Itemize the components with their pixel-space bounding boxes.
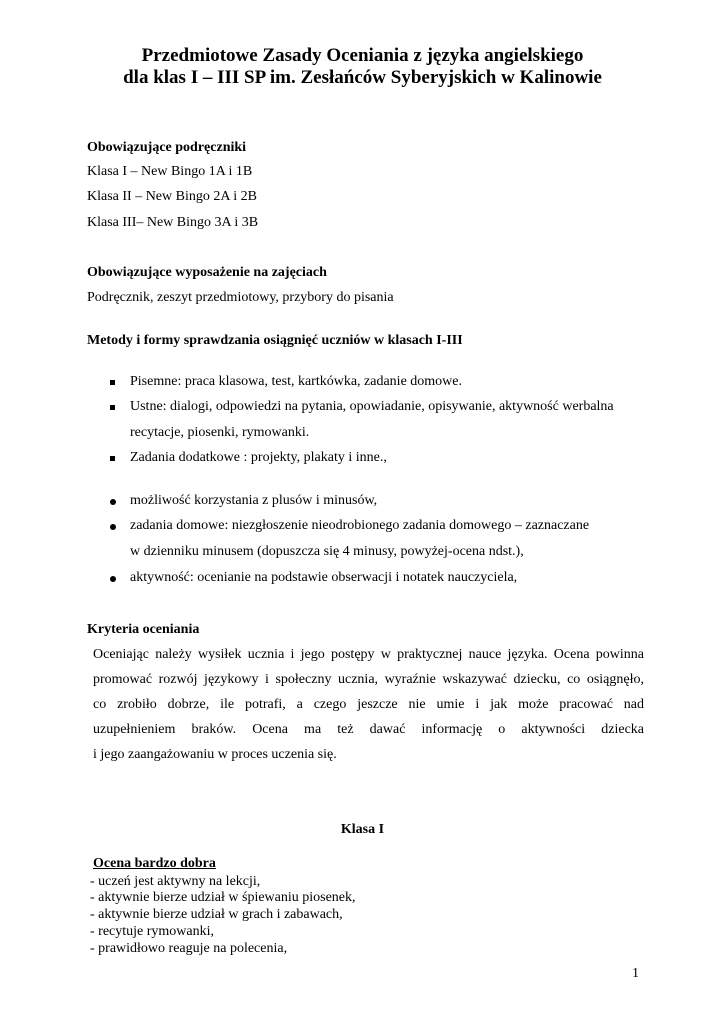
round-bullet-icon (110, 499, 116, 505)
method-item: Zadania dodatkowe : projekty, plakaty i inne., (130, 450, 387, 465)
criteria-line: co zrobiło dobrze, ile potrafi, a czego jeszcze nie umie i jak może pracować nad (93, 697, 644, 712)
textbooks-heading: Obowiązujące podręczniki (87, 140, 247, 155)
page-number: 1 (632, 966, 639, 981)
class-heading: Klasa I (340, 822, 385, 837)
criteria-line: uzupełnieniem braków. Ocena ma też dawać informację o aktywności dziecka (93, 722, 644, 737)
rule-item-continued: w dzienniku minusem (dopuszcza się 4 minusy, powyżej-ocena ndst.), (130, 544, 524, 559)
textbook-item: Klasa II – New Bingo 2A i 2B (87, 189, 257, 204)
round-bullet-icon (110, 524, 116, 530)
textbook-item: Klasa III– New Bingo 3A i 3B (87, 215, 259, 230)
rule-item: aktywność: ocenianie na podstawie obserwacji i notatek nauczyciela, (130, 570, 518, 585)
textbook-item: Klasa I – New Bingo 1A i 1B (87, 164, 253, 179)
methods-heading: Metody i formy sprawdzania osiągnięć uczniów w klasach I-III (87, 333, 463, 348)
equipment-heading: Obowiązujące wyposażenie na zajęciach (87, 265, 327, 280)
grade-item: - aktywnie bierze udział w śpiewaniu piosenek, (90, 890, 356, 905)
round-bullet-icon (110, 576, 116, 582)
square-bullet-icon (110, 380, 115, 385)
square-bullet-icon (110, 456, 115, 461)
grade-item: - prawidłowo reaguje na polecenia, (90, 941, 288, 956)
criteria-line: Oceniając należy wysiłek ucznia i jego postępy w praktycznej nauce języka. Ocena powinna (93, 647, 644, 662)
rule-item: możliwość korzystania z plusów i minusów, (130, 493, 378, 508)
grade-item: - uczeń jest aktywny na lekcji, (90, 874, 261, 889)
criteria-heading: Kryteria oceniania (87, 622, 200, 637)
title-line-2: dla klas I – III SP im. Zesłańców Syberyjskich w Kalinowie (123, 67, 602, 88)
method-item: Pisemne: praca klasowa, test, kartkówka, zadanie domowe. (130, 374, 463, 389)
method-item-continued: recytacje, piosenki, rymowanki. (130, 425, 310, 440)
equipment-text: Podręcznik, zeszyt przedmiotowy, przybory do pisania (87, 290, 394, 305)
grade-item: - aktywnie bierze udział w grach i zabawach, (90, 907, 343, 922)
method-item: Ustne: dialogi, odpowiedzi na pytania, opowiadanie, opisywanie, aktywność werbalna (130, 399, 614, 414)
rule-item: zadania domowe: niezgłoszenie nieodrobionego zadania domowego – zaznaczane (130, 518, 590, 533)
square-bullet-icon (110, 405, 115, 410)
grade-heading: Ocena bardzo dobra (93, 856, 216, 871)
criteria-line-last: i jego zaangażowaniu w proces uczenia się. (93, 747, 337, 762)
criteria-line: promować rozwój językowy i społeczny ucznia, wyraźnie wskazywać dziecku, co osiągnęło, (93, 672, 644, 687)
grade-item: - recytuje rymowanki, (90, 924, 215, 939)
title-line-1: Przedmiotowe Zasady Oceniania z języka angielskiego (141, 45, 584, 66)
